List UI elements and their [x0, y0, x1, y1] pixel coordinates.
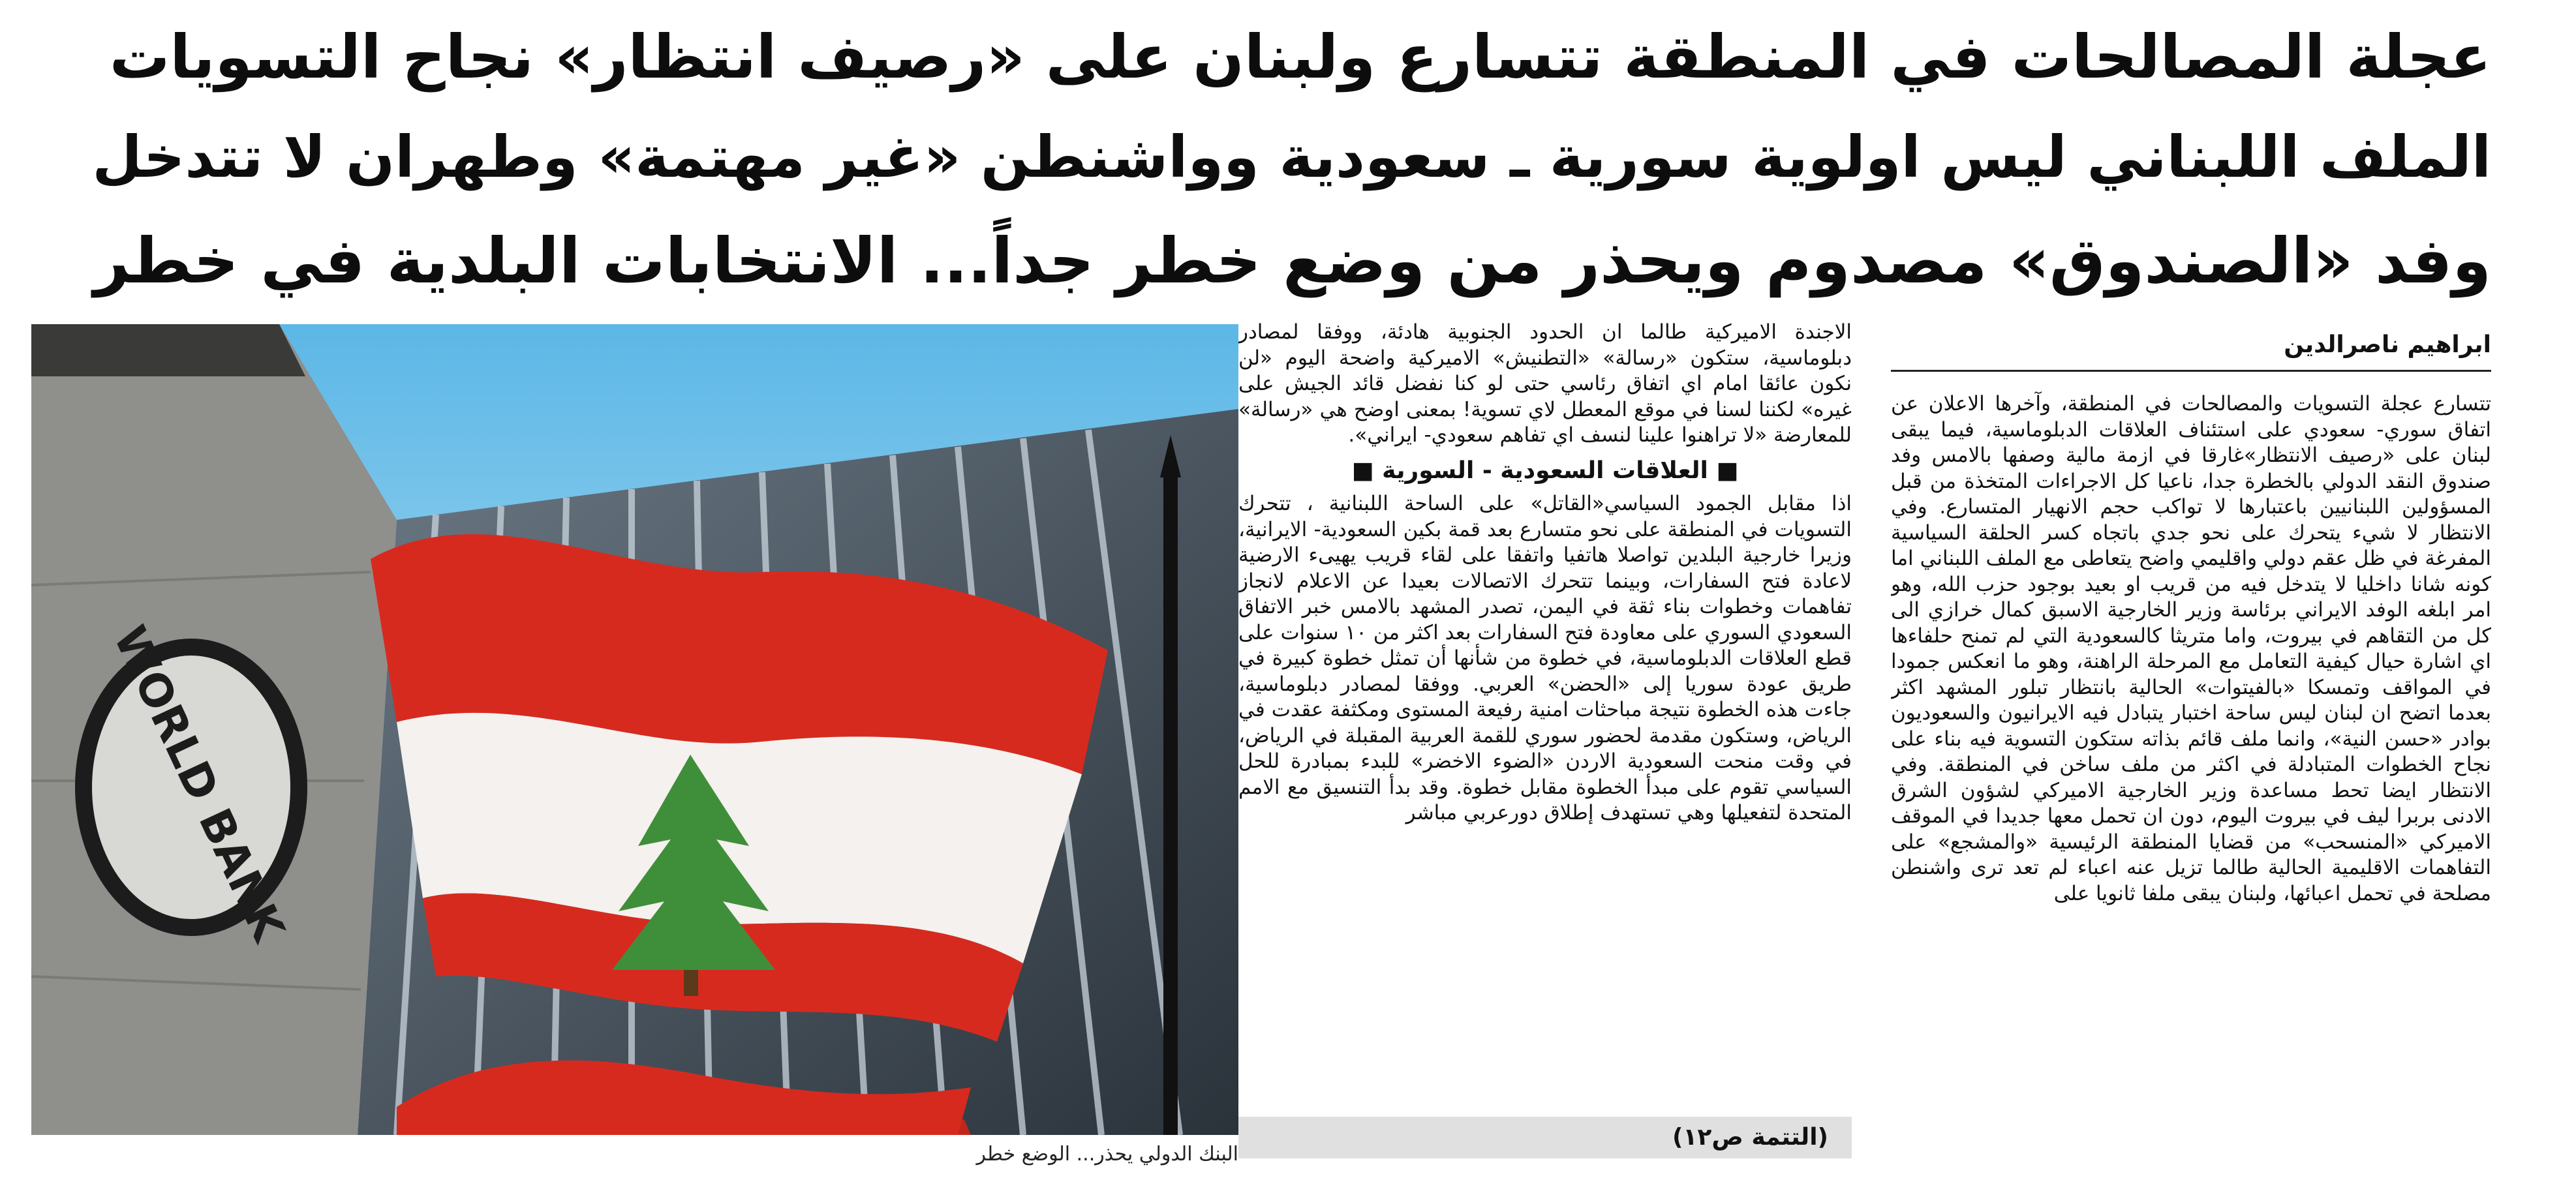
photo-caption: البنك الدولي يحذر... الوضع خطر	[976, 1143, 1238, 1166]
article-column-right	[1891, 391, 2491, 1193]
byline: ابراهيم ناصرالدين	[1891, 331, 2491, 372]
flag-pole	[1163, 474, 1178, 1135]
article-paragraph-intro: الاجندة الاميركية طالما ان الحدود الجنوبية هادئة، ووفقا لمصادر دبلوماسية، ستكون «رسالة» «التطنيش» الاميركية واضحة اليوم «لن نكون عائقا امام اي اتفاق رئاسي حتى لو كنا نفضل قائد الجيش على غيره» لكننا لسنا في موقع المعطل لاي تسوية! بمعنى اوضح هي «رسالة» للمعارضة «لا تراهنوا علينا لنسف اي تفاهم سعودي- ايراني».	[1238, 320, 1852, 447]
article-paragraph: تتسارع عجلة التسويات والمصالحات في المنطقة، وآخرها الاعلان عن اتفاق سوري- سعودي على استئناف العلاقات الدبلوماسية، فيما يبقى لبنان على «رصيف الانتظار»غارقا في ازمة مالية وصفها بالامس وفد صندوق النقد الدولي بالخطرة جدا، ناعيا كل الاجراءات المتخذة من قبل المسؤولين اللبنانيين باعتبارها لا تواكب حجم الانهيار المتسارع. وفي الانتظار لا شيء يتحرك على نحو جدي باتجاه كسر الحلقة السياسية المفرغة في ظل عقم دولي واقليمي واضح يتعاطى مع الملف اللبناني اما كونه شانا داخليا لا يتدخل فيه من قريب او بعيد بوجود حزب الله، وهو امر ابلغه الوفد الايراني برئاسة وزير الخارجية الاسبق كمال خرازي الى كل من التقاهم في بيروت، واما متريثا كالسعودية التي لم تمنح حلفاءها اي اشارة حيال كيفية التعامل مع المرحلة الراهنة، وهو ما انعكس جمودا في المواقف وتمسكا «بالفيتوات» الحالية بانتظار تبلور المشهد اكثر بعدما اتضح ان لبنان ليس ساحة اختبار يتبادل فيه الايرانيون والسعوديون بوادر «حسن النية»، وانما ملف قائم بذاته ستكون التسوية فيه بناء على نجاح الخطوات المتبادلة في اكثر من ملف ساخن في المنطقة. وفي الانتظار ايضا تحط مساعدة وزير الخارجية الاميركي لشؤون الشرق الادنى بربرا ليف في بيروت اليوم، دون ان تحمل معها جديدا في الموقف الاميركي «المنسحب» من قضايا المنطقة الرئيسية «والمشجع» على التفاهمات الاقليمية الحالية طالما تزيل عنه اعباء لم تعد ترى واشنطن مصلحة في تحمل اعبائها، ولبنان يبقى ملفا ثانويا على	[1891, 392, 2491, 905]
section-subheading: ■ العلاقات السعودية - السورية ■	[1351, 457, 1739, 484]
article-paragraph-body: اذا مقابل الجمود السياسي«القاتل» على الساحة اللبنانية ، تتحرك التسويات في المنطقة على نحو متسارع بعد قمة بكين السعودية- الايرانية، وزيرا خارجية البلدين تواصلا هاتفيا واتفقا على لقاء قريب يهيىء الارضية لاعادة فتح السفارات، وبينما تتحرك الاتصالات بعيدا عن الاعلام لانجاز تفاهمات وخطوات بناء ثقة في اليمن، تصدر المشهد بالامس خبر الاتفاق السعودي السوري على معاودة فتح السفارات بعد اكثر من ١٠ سنوات على قطع العلاقات الدبلوماسية، في خطوة من شأنها أن تمثل خطوة كبيرة في طريق عودة سوريا إلى «الحضن» العربي. ووفقا لمصادر دبلوماسية، جاءت هذه الخطوة نتيجة مباحثات امنية رفيعة المستوى ومكثفة عقدت في الرياض، وستكون مقدمة لحضور سوري للقمة العربية المقبلة في الرياض، في وقت منحت السعودية الاردن «الضوء الاخضر» للبدء بمبادرة للحل السياسي تقوم على مبدأ الخطوة مقابل خطوة. وقد بدأ التنسيق مع الامم المتحدة لتفعيلها وهي تستهدف إطلاق دورعربي مباشر	[1238, 492, 1852, 824]
world-bank-sign-text: WORLD BANK	[103, 618, 294, 950]
headline-line-1: عجلة المصالحات في المنطقة تتسارع ولبنان على «رصيف انتظار» نجاح التسويات	[109, 22, 2491, 92]
headline-line-3: وفد «الصندوق» مصدوم ويحذر من وضع خطر جداً... الانتخابات البلدية في خطر	[93, 224, 2491, 297]
article-photo	[31, 324, 1238, 1135]
continued-on-page-label: (التتمة ص١٢)	[1238, 1117, 1852, 1158]
lebanese-flag	[371, 534, 1108, 1042]
headline-line-2: الملف اللبناني ليس اولوية سورية ـ سعودية وواشنطن «غير مهتمة» وطهران لا تتدخل	[92, 123, 2491, 190]
article-column-middle	[1238, 320, 1852, 1135]
